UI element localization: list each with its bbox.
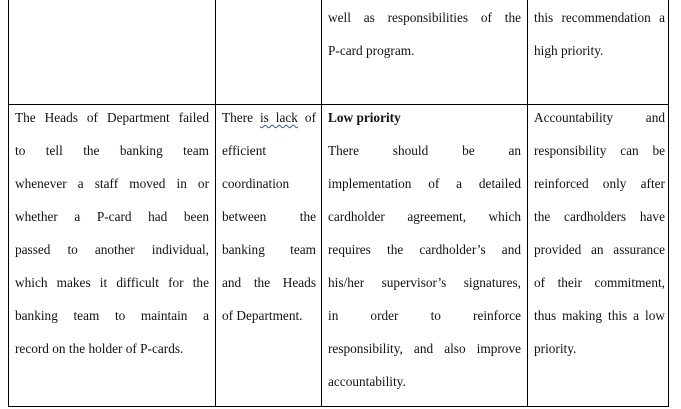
text-line: banking team to maintain a	[15, 308, 209, 323]
grammar-flagged-text: is lack	[259, 110, 298, 125]
row2-col3-cell	[328, 101, 521, 398]
text-line: to tell the banking team	[15, 143, 209, 158]
text-line: high priority.	[534, 43, 604, 58]
text-line: which makes it difficult for the	[15, 275, 209, 290]
text-line: of Department.	[222, 308, 303, 323]
text-line: whenever a staff moved in or	[15, 176, 209, 191]
row2-col2-cell	[222, 101, 316, 332]
text-line: this recommendation a	[534, 10, 665, 25]
text-line: cardholder agreement, which	[328, 209, 521, 224]
text-line: efficient	[222, 143, 267, 158]
text-line: requires the cardholder’s and	[328, 242, 521, 257]
table-rule-col2	[321, 0, 322, 407]
text-line: priority.	[534, 341, 577, 356]
row1-col4-cell	[534, 1, 665, 67]
text-line: in order to reinforce	[328, 308, 521, 323]
priority-heading: Low priority	[328, 110, 401, 125]
text-line: Accountability and	[534, 110, 665, 125]
table-rule-col1	[215, 0, 216, 407]
text-line: P-card program.	[328, 43, 415, 58]
text-line: accountability.	[328, 374, 406, 389]
text-line: passed to another individual,	[15, 242, 209, 257]
text-fragment: of	[297, 110, 316, 125]
text-line: well as responsibilities of the	[328, 10, 521, 25]
table-rule-right	[668, 0, 669, 407]
text-line: the cardholders have	[534, 209, 665, 224]
text-line	[222, 101, 316, 134]
row1-col3-cell	[328, 1, 521, 67]
text-line: banking team	[222, 242, 316, 257]
text-line: responsibility can be	[534, 143, 665, 158]
text-line: There should be an	[328, 143, 521, 158]
table-rule-col3	[527, 0, 528, 407]
table-rule-left	[8, 0, 9, 407]
text-fragment: There	[222, 110, 260, 125]
text-line: coordination	[222, 176, 290, 191]
text-line: reinforced only after	[534, 176, 665, 191]
text-line: whether a P-card had been	[15, 209, 209, 224]
text-line: The Heads of Department failed	[15, 110, 209, 125]
text-line: implementation of a detailed	[328, 176, 521, 191]
table-rule-bottom	[8, 406, 669, 407]
text-line: provided an assurance	[534, 242, 665, 257]
text-line: thus making this a low	[534, 308, 665, 323]
text-line: his/her supervisor’s signatures,	[328, 275, 521, 290]
text-line: responsibility, and also improve	[328, 341, 521, 356]
text-line: between the	[222, 209, 316, 224]
text-line: of their commitment,	[534, 275, 665, 290]
row2-col4-cell	[534, 101, 665, 365]
text-line: and the Heads	[222, 275, 316, 290]
text-line: record on the holder of P-cards.	[15, 341, 184, 356]
row2-col1-cell	[15, 101, 209, 365]
